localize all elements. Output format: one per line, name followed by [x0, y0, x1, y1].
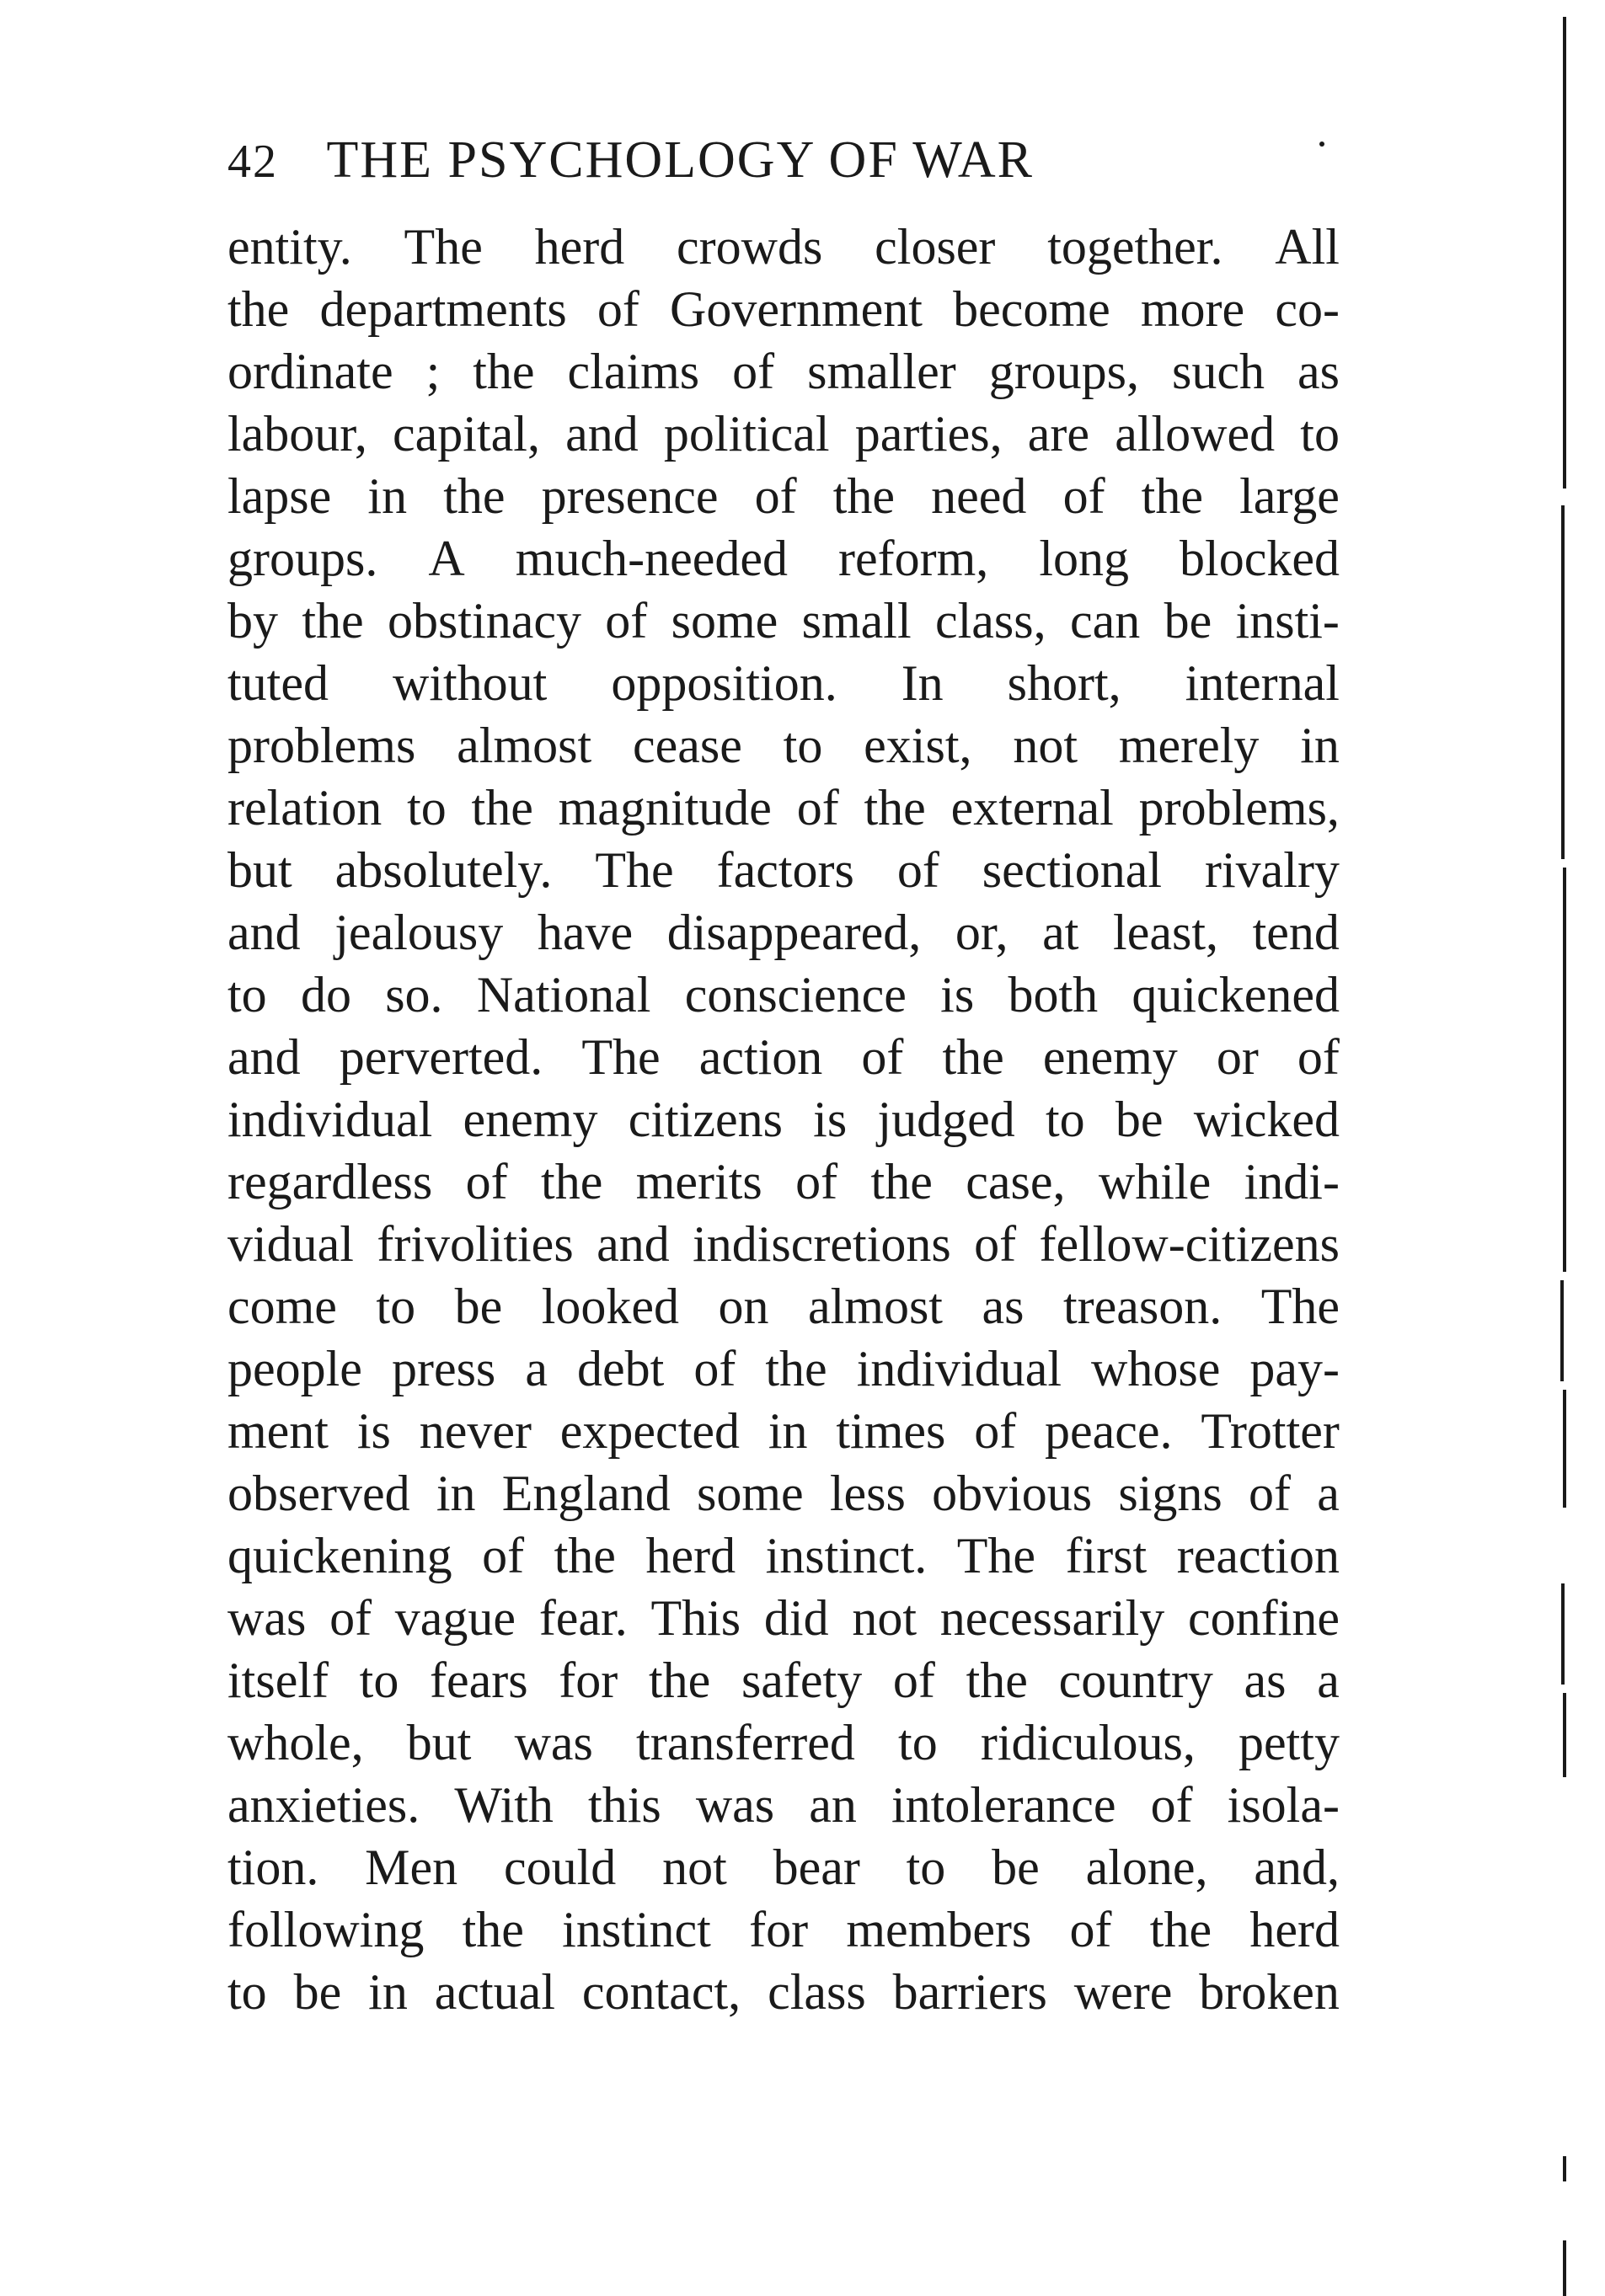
word: least,: [1113, 905, 1218, 960]
word: as: [1244, 1653, 1287, 1708]
word: The: [956, 1528, 1036, 1583]
word: ;: [425, 344, 441, 399]
word: problems: [227, 718, 416, 773]
word: observed: [227, 1466, 410, 1521]
word: safety: [741, 1653, 863, 1708]
text-line: [227, 1711, 1340, 1774]
word: herd: [1249, 1902, 1340, 1957]
word: fellow-citizens: [1039, 1216, 1340, 1272]
word: of: [974, 1216, 1017, 1272]
word: have: [537, 905, 634, 960]
word: reform,: [838, 531, 989, 586]
word: herd: [534, 219, 625, 275]
word: quickening: [227, 1528, 452, 1583]
word: as: [982, 1279, 1025, 1334]
word: but: [406, 1715, 472, 1770]
word: the: [443, 468, 506, 524]
word: or: [1216, 1029, 1259, 1085]
word: entity.: [227, 219, 352, 275]
word: In: [901, 655, 944, 711]
word: be: [454, 1279, 503, 1334]
text-line: [227, 1462, 1340, 1524]
word: the: [966, 1653, 1028, 1708]
word: individual: [856, 1341, 1062, 1396]
word: enemy: [1042, 1029, 1178, 1085]
word: closer: [875, 219, 996, 275]
word: an: [809, 1777, 857, 1833]
word: need: [931, 468, 1027, 524]
text-line: [227, 1898, 1340, 1961]
word: both: [1008, 967, 1099, 1023]
word: parties,: [854, 406, 1003, 462]
word: whole,: [227, 1715, 364, 1770]
word: enemy: [463, 1092, 598, 1147]
word: not: [852, 1590, 917, 1646]
text-line: [227, 1026, 1340, 1088]
word: almost: [457, 718, 592, 773]
word: and: [597, 1216, 670, 1272]
word: itself: [227, 1653, 329, 1708]
word: fears: [430, 1653, 528, 1708]
word: to: [227, 967, 267, 1023]
word: was: [227, 1590, 307, 1646]
word: All: [1275, 219, 1340, 275]
word: smaller: [807, 344, 956, 399]
text-line: [227, 1151, 1340, 1213]
word: people: [227, 1341, 362, 1396]
word: The: [404, 219, 483, 275]
body-text: [227, 216, 1340, 2023]
word: factors: [716, 842, 854, 898]
text-line: [227, 1088, 1340, 1151]
word: National: [476, 967, 651, 1023]
word: expected: [559, 1403, 740, 1459]
word: the: [864, 780, 926, 836]
word: less: [829, 1466, 906, 1521]
text-line: [227, 1836, 1340, 1898]
word: instinct.: [765, 1528, 928, 1583]
word: not: [662, 1839, 727, 1895]
word: in: [1300, 718, 1340, 773]
word: is: [940, 967, 975, 1023]
text-line: [227, 652, 1340, 714]
word: of: [754, 468, 797, 524]
word: Men: [365, 1839, 458, 1895]
text-line: [227, 777, 1340, 839]
word: external: [950, 780, 1114, 836]
text-line: [227, 901, 1340, 964]
word: some: [696, 1466, 804, 1521]
word: in: [436, 1466, 476, 1521]
text-line: [227, 465, 1340, 527]
word: departments: [319, 281, 567, 337]
word: co-: [1275, 281, 1340, 337]
word: tend: [1252, 905, 1340, 960]
word: country: [1058, 1653, 1213, 1708]
word: tuted: [227, 655, 329, 711]
word: alone,: [1085, 1839, 1208, 1895]
word: reaction: [1176, 1528, 1340, 1583]
word: the: [1141, 468, 1203, 524]
word: presence: [541, 468, 719, 524]
running-head: [227, 126, 1340, 194]
word: Government: [670, 281, 923, 337]
word: individual: [227, 1092, 433, 1147]
word: frivolities: [377, 1216, 574, 1272]
word: is: [356, 1403, 391, 1459]
word: confine: [1188, 1590, 1340, 1646]
word: petty: [1238, 1715, 1340, 1770]
word: to: [1045, 1092, 1085, 1147]
word: indiscretions: [693, 1216, 951, 1272]
page-number: 42: [227, 136, 278, 188]
word: actual: [434, 1964, 555, 2020]
word: of: [605, 593, 648, 649]
word: peace.: [1045, 1403, 1173, 1459]
word: of: [795, 1154, 838, 1209]
word: can: [1069, 593, 1141, 649]
word: obstinacy: [388, 593, 581, 649]
word: bear: [773, 1839, 860, 1895]
word: be: [293, 1964, 342, 2020]
word: insti-: [1235, 593, 1340, 649]
text-line: [227, 1338, 1340, 1400]
word: merits: [635, 1154, 762, 1209]
word: a: [1317, 1653, 1340, 1708]
word: to: [1300, 406, 1340, 462]
word: allowed: [1115, 406, 1276, 462]
word: problems,: [1138, 780, 1340, 836]
word: relation: [227, 780, 383, 836]
text-line: [227, 403, 1340, 465]
word: never: [419, 1403, 532, 1459]
word: the: [541, 1154, 603, 1209]
word: to: [898, 1715, 938, 1770]
word: could: [503, 1839, 617, 1895]
word: of: [974, 1403, 1017, 1459]
word: isola-: [1227, 1777, 1340, 1833]
word: of: [896, 842, 939, 898]
word: in: [368, 1964, 408, 2020]
word: times: [836, 1403, 946, 1459]
word: With: [454, 1777, 554, 1833]
word: looked: [541, 1279, 680, 1334]
text-line: [227, 1961, 1340, 2023]
word: and: [227, 1029, 301, 1085]
word: ordinate: [227, 344, 393, 399]
text-line: [227, 527, 1340, 590]
text-line: [227, 964, 1340, 1026]
word: crowds: [677, 219, 823, 275]
word: is: [813, 1092, 848, 1147]
word: some: [671, 593, 778, 649]
word: case,: [966, 1154, 1066, 1209]
word: without: [392, 655, 548, 711]
word: sectional: [982, 842, 1163, 898]
word: to: [227, 1964, 267, 2020]
word: to: [407, 780, 447, 836]
word: internal: [1185, 655, 1340, 711]
word: necessarily: [939, 1590, 1165, 1646]
word: for: [749, 1902, 809, 1957]
word: to: [783, 718, 823, 773]
word: but: [227, 842, 292, 898]
word: indi-: [1244, 1154, 1340, 1209]
text-line: [227, 1774, 1340, 1836]
word: merely: [1118, 718, 1260, 773]
word: for: [559, 1653, 618, 1708]
word: herd: [645, 1528, 736, 1583]
word: more: [1140, 281, 1245, 337]
word: of: [1062, 468, 1105, 524]
word: the: [554, 1528, 616, 1583]
word: class: [768, 1964, 866, 2020]
word: was: [695, 1777, 775, 1833]
word: perverted.: [339, 1029, 543, 1085]
word: the: [648, 1653, 711, 1708]
word: the: [471, 780, 533, 836]
text-line: [227, 1400, 1340, 1462]
word: become: [953, 281, 1110, 337]
text-line: [227, 1213, 1340, 1275]
word: be: [1164, 593, 1212, 649]
word: almost: [807, 1279, 943, 1334]
word: did: [763, 1590, 829, 1646]
text-line: [227, 1649, 1340, 1711]
word: small: [801, 593, 912, 649]
word: of: [1069, 1902, 1112, 1957]
word: Trotter: [1201, 1403, 1340, 1459]
word: or,: [955, 905, 1008, 960]
word: debt: [576, 1341, 665, 1396]
word: groups,: [988, 344, 1140, 399]
word: fear.: [538, 1590, 628, 1646]
word: of: [1249, 1466, 1292, 1521]
word: press: [391, 1341, 496, 1396]
word: such: [1172, 344, 1265, 399]
word: the: [473, 344, 535, 399]
word: the: [942, 1029, 1004, 1085]
word: rivalry: [1205, 842, 1340, 898]
word: England: [501, 1466, 671, 1521]
text-line: [227, 278, 1340, 340]
word: jealousy: [334, 905, 504, 960]
word: at: [1042, 905, 1079, 960]
text-line: [227, 839, 1340, 901]
text-line: [227, 1275, 1340, 1338]
word: of: [892, 1653, 935, 1708]
word: do: [300, 967, 351, 1023]
word: capital,: [393, 406, 540, 462]
word: political: [663, 406, 830, 462]
word: quickened: [1132, 967, 1340, 1023]
text-line: [227, 714, 1340, 777]
word: members: [846, 1902, 1032, 1957]
print-speck: [1319, 141, 1324, 147]
word: following: [227, 1902, 425, 1957]
word: by: [227, 593, 278, 649]
word: a: [525, 1341, 548, 1396]
word: The: [1260, 1279, 1340, 1334]
word: be: [992, 1839, 1040, 1895]
word: of: [732, 344, 775, 399]
word: regardless: [227, 1154, 433, 1209]
word: whose: [1091, 1341, 1221, 1396]
word: the: [462, 1902, 524, 1957]
word: of: [329, 1590, 372, 1646]
text-line: [227, 590, 1340, 652]
word: judged: [877, 1092, 1015, 1147]
word: anxieties.: [227, 1777, 420, 1833]
word: of: [861, 1029, 904, 1085]
word: The: [581, 1029, 661, 1085]
text-line: [227, 1524, 1340, 1587]
word: This: [650, 1590, 741, 1646]
word: lapse: [227, 468, 332, 524]
word: pay-: [1249, 1341, 1340, 1396]
word: to: [376, 1279, 416, 1334]
word: of: [482, 1528, 525, 1583]
word: and,: [1254, 1839, 1340, 1895]
word: the: [1149, 1902, 1212, 1957]
word: groups.: [227, 531, 378, 586]
word: claims: [567, 344, 700, 399]
word: wicked: [1193, 1092, 1340, 1147]
word: together.: [1047, 219, 1223, 275]
word: vague: [394, 1590, 516, 1646]
word: in: [768, 1403, 808, 1459]
word: were: [1073, 1964, 1173, 2020]
word: to: [359, 1653, 399, 1708]
word: cease: [632, 718, 742, 773]
word: of: [693, 1341, 736, 1396]
word: this: [588, 1777, 661, 1833]
word: opposition.: [611, 655, 837, 711]
word: exist,: [864, 718, 972, 773]
word: in: [367, 468, 408, 524]
word: of: [597, 281, 639, 337]
word: long: [1039, 531, 1129, 586]
word: instinct: [562, 1902, 711, 1957]
text-line: [227, 216, 1340, 278]
running-title: THE PSYCHOLOGY OF WAR: [326, 131, 1034, 189]
word: was: [514, 1715, 593, 1770]
word: disappeared,: [666, 905, 922, 960]
word: much-needed: [515, 531, 788, 586]
word: tion.: [227, 1839, 319, 1895]
word: the: [870, 1154, 933, 1209]
word: short,: [1007, 655, 1121, 711]
word: are: [1027, 406, 1090, 462]
word: a: [1317, 1466, 1340, 1521]
word: the: [765, 1341, 827, 1396]
text-line: [227, 340, 1340, 403]
word: ridiculous,: [980, 1715, 1196, 1770]
word: of: [1297, 1029, 1340, 1085]
word: and: [227, 905, 301, 960]
word: the: [832, 468, 896, 524]
word: conscience: [684, 967, 907, 1023]
word: class,: [934, 593, 1046, 649]
word: contact,: [581, 1964, 741, 2020]
word: so.: [385, 967, 443, 1023]
word: not: [1013, 718, 1078, 773]
word: barriers: [892, 1964, 1047, 2020]
word: absolutely.: [334, 842, 553, 898]
word: while: [1098, 1154, 1212, 1209]
word: transferred: [636, 1715, 855, 1770]
word: of: [465, 1154, 508, 1209]
word: large: [1239, 468, 1340, 524]
word: The: [595, 842, 674, 898]
word: A: [428, 531, 465, 586]
word: first: [1065, 1528, 1148, 1583]
word: labour,: [227, 406, 367, 462]
word: ment: [227, 1403, 329, 1459]
word: broken: [1199, 1964, 1340, 2020]
word: magnitude: [558, 780, 772, 836]
word: of: [796, 780, 839, 836]
word: and: [565, 406, 639, 462]
binding-edge: [1563, 0, 1605, 2296]
word: blocked: [1180, 531, 1340, 586]
word: signs: [1118, 1466, 1222, 1521]
word: citizens: [628, 1092, 783, 1147]
word: the: [302, 593, 364, 649]
word: obvious: [932, 1466, 1093, 1521]
word: treason.: [1062, 1279, 1222, 1334]
word: come: [227, 1279, 337, 1334]
word: to: [906, 1839, 946, 1895]
text-line: [227, 1587, 1340, 1649]
word: vidual: [227, 1216, 354, 1272]
word: the: [227, 281, 290, 337]
word: intolerance: [891, 1777, 1116, 1833]
word: of: [1150, 1777, 1193, 1833]
word: on: [718, 1279, 769, 1334]
word: as: [1297, 344, 1340, 399]
word: action: [698, 1029, 823, 1085]
word: be: [1115, 1092, 1164, 1147]
